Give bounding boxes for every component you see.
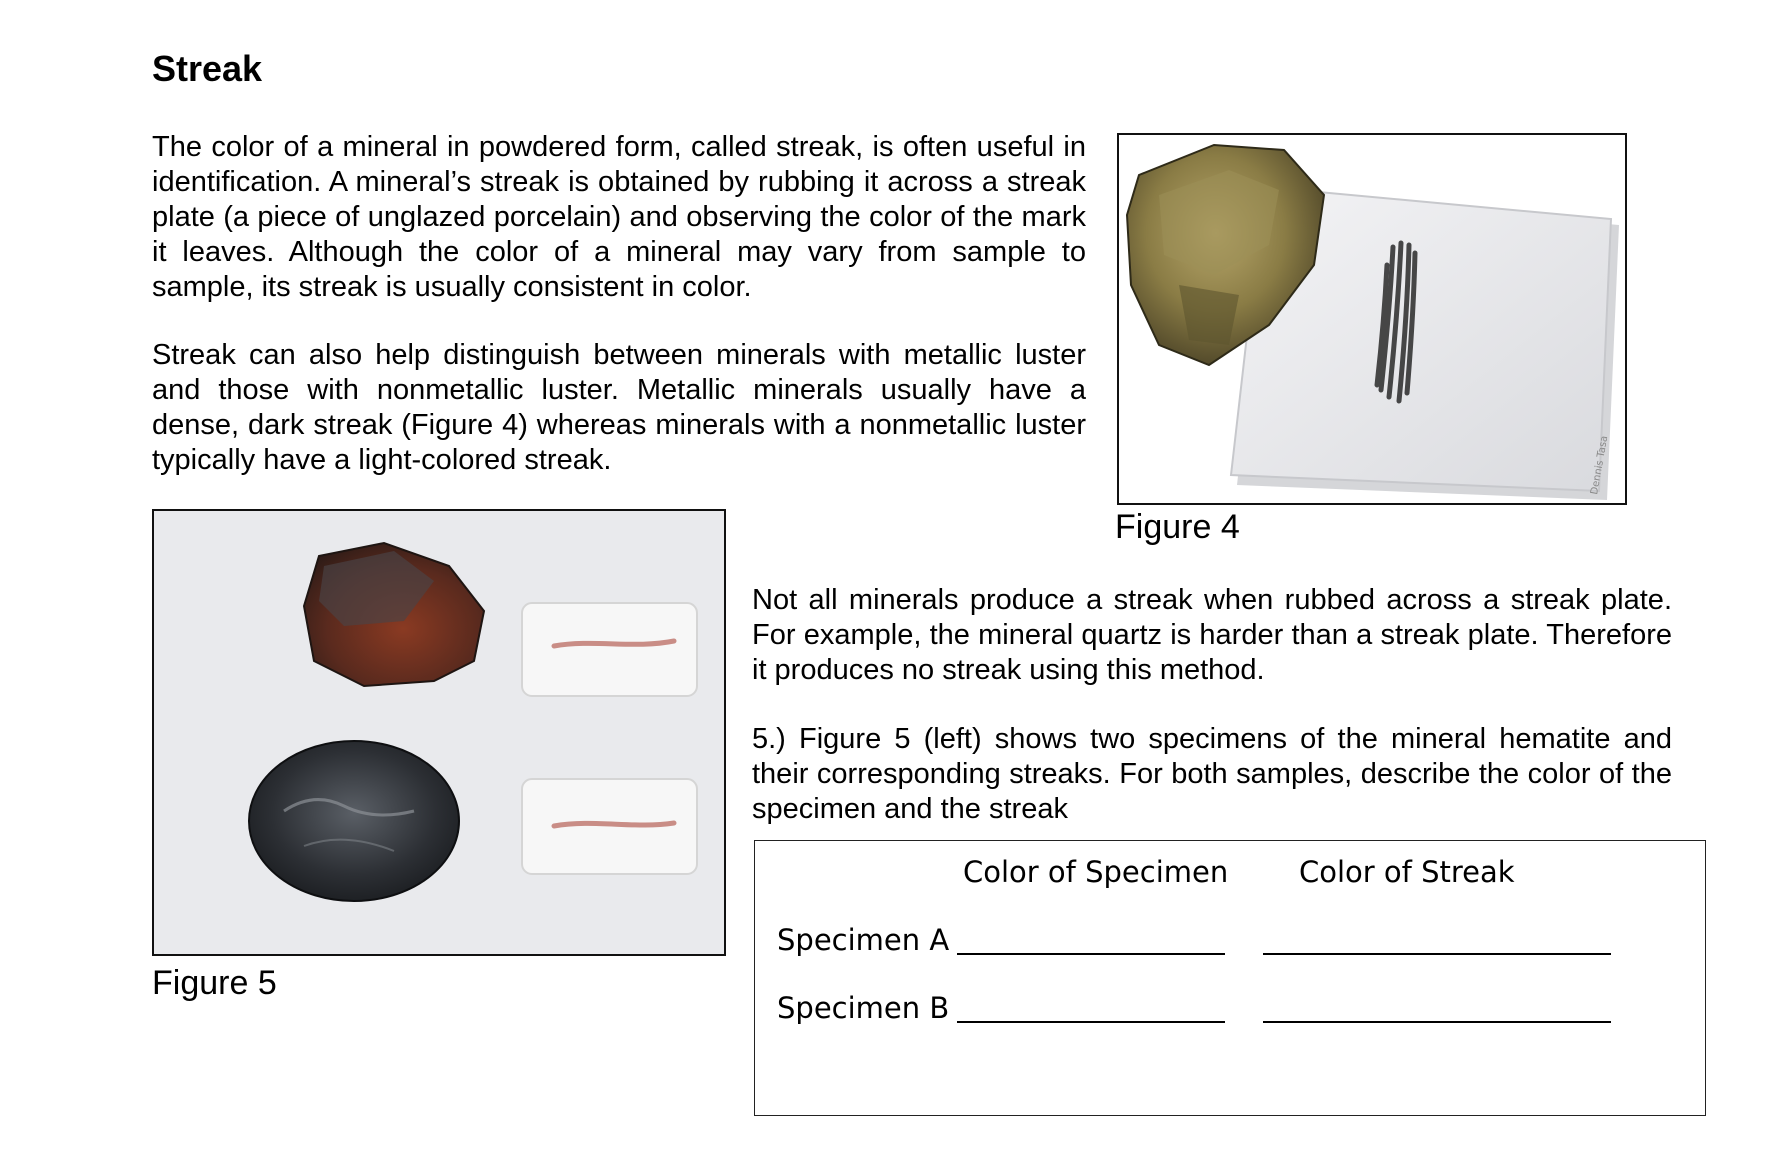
specimen-b-rock	[249, 741, 459, 901]
header-color-of-streak: Color of Streak	[1299, 855, 1515, 889]
specimen-a-streak-blank[interactable]	[1263, 953, 1611, 955]
section-title: Streak	[152, 48, 263, 89]
figure-4-image	[1117, 133, 1627, 505]
paragraph-luster: Streak can also help distinguish between minerals with metallic luster and those with nonmetallic luster. Metallic minerals usually have a dense, dark streak (Figure 4) whereas minerals with a nonmetallic luster typically have a light-colored streak.	[152, 339, 1086, 476]
row-label-specimen-a: Specimen A	[777, 923, 950, 957]
streak-plate-a	[522, 603, 697, 696]
photo-credit: Dennis Tasa	[1589, 434, 1611, 496]
figure-5-caption: Figure 5	[152, 964, 277, 1002]
streak-plate-b	[522, 779, 697, 874]
figure-5-image	[152, 509, 726, 956]
paragraph-quartz: Not all minerals produce a streak when rubbed across a streak plate. For example, the mineral quartz is harder than a streak plate. Therefore it produces no streak using this method.	[752, 584, 1672, 686]
header-color-of-specimen: Color of Specimen	[963, 855, 1229, 889]
question-5: 5.) Figure 5 (left) shows two specimens of the mineral hematite and their corresponding streaks. For both samples, describe the color of the specimen and the streak	[752, 723, 1672, 825]
specimen-b-streak-blank[interactable]	[1263, 1021, 1611, 1023]
row-label-specimen-b: Specimen B	[777, 991, 950, 1025]
answer-table	[754, 840, 1706, 1116]
specimen-a-color-blank[interactable]	[957, 953, 1225, 955]
figure-4-caption: Figure 4	[1115, 508, 1240, 546]
paragraph-streak-definition: The color of a mineral in powdered form, called streak, is often useful in identification. A mineral’s streak is obtained by rubbing it across a streak plate (a piece of unglazed porcelain) and observing the color of the mark it leaves. Although the color of a mineral may vary from sample to sample, its streak is usually consistent in color.	[152, 131, 1086, 303]
specimen-a-rock	[304, 543, 484, 686]
specimen-b-color-blank[interactable]	[957, 1021, 1225, 1023]
